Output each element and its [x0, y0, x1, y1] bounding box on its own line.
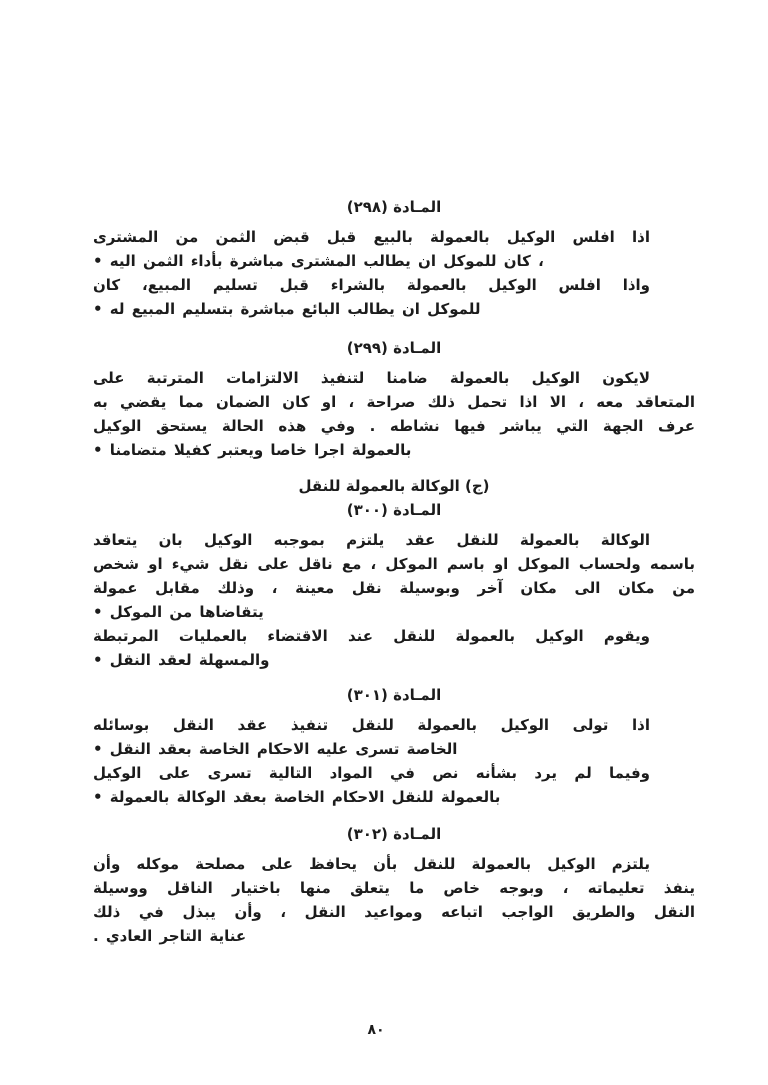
text-line: اذا افلس الوكيل بالعمولة بالبيع قبل قبض الثمن من المشترى — [93, 228, 650, 246]
text-line: النقل والطريق الواجب اتباعه ومواعيد النقل ، وأن يبذل في ذلك — [93, 903, 695, 921]
text-line: يتقاضاها من الموكل • — [93, 603, 264, 621]
text-line: ويقوم الوكيل بالعمولة للنقل عند الاقتضاء بالعمليات المرتبطة — [93, 627, 650, 645]
article-heading: المـادة (٢٩٩) — [346, 339, 442, 357]
text-line: بالعمولة للنقل الاحكام الخاصة بعقد الوكالة بالعمولة • — [93, 788, 501, 806]
section-heading-transport-commission: (ج) الوكالة بالعمولة للنقل — [298, 477, 490, 495]
text-line: ، كان للموكل ان يطالب المشترى مباشرة بأداء الثمن اليه • — [93, 252, 544, 270]
article-301 — [93, 685, 695, 809]
text-line: للموكل ان يطالب البائع مباشرة بتسليم المبيع له • — [93, 300, 481, 318]
article-298 — [93, 197, 695, 321]
article-300 — [93, 500, 695, 672]
text-line: اذا تولى الوكيل بالعمولة للنقل تنفيذ عقد النقل بوسائله — [93, 716, 650, 734]
text-line: المتعاقد معه ، الا اذا تحمل ذلك صراحة ، او كان الضمان مما يقضي به — [93, 393, 695, 411]
article-302 — [93, 824, 695, 948]
text-line: باسمه ولحساب الموكل او باسم الموكل ، مع ناقل على نقل شيء او شخص — [93, 555, 695, 573]
text-line: وفيما لم يرد بشأنه نص في المواد التالية تسرى على الوكيل — [93, 764, 650, 782]
text-line: واذا افلس الوكيل بالعمولة بالشراء قبل تسليم المبيع، كان — [93, 276, 650, 294]
article-heading: المـادة (٣٠٢) — [346, 825, 442, 843]
article-heading: المـادة (٢٩٨) — [346, 198, 442, 216]
article-299 — [93, 338, 695, 462]
text-line: والمسهلة لعقد النقل • — [93, 651, 270, 669]
page-number: ٨٠ — [367, 1022, 385, 1038]
text-line: عرف الجهة التي يباشر فيها نشاطه . وفي هذه الحالة يستحق الوكيل — [93, 417, 695, 435]
text-line: الخاصة تسرى عليه الاحكام الخاصة بعقد النقل • — [93, 740, 458, 758]
article-heading: المـادة (٣٠١) — [346, 686, 442, 704]
text-line: الوكالة بالعمولة للنقل عقد يلتزم بموجبه الوكيل بان يتعاقد — [93, 531, 650, 549]
text-line: من مكان الى مكان آخر وبوسيلة نقل معينة ، وذلك مقابل عمولة — [93, 579, 695, 597]
document-text-column — [93, 197, 695, 948]
text-line: بالعمولة اجرا خاصا ويعتبر كفيلا متضامنا • — [93, 441, 412, 459]
article-heading: المـادة (٣٠٠) — [346, 501, 442, 519]
text-line: لايكون الوكيل بالعمولة ضامنا لتنفيذ الالتزامات المترتبة على — [93, 369, 650, 387]
text-line: عناية التاجر العادي . — [93, 927, 247, 945]
text-line: يلتزم الوكيل بالعمولة للنقل بأن يحافظ على مصلحة موكله وأن — [93, 855, 650, 873]
text-line: ينفذ تعليماته ، وبوجه خاص ما يتعلق منها باختيار الناقل ووسيلة — [93, 879, 695, 897]
